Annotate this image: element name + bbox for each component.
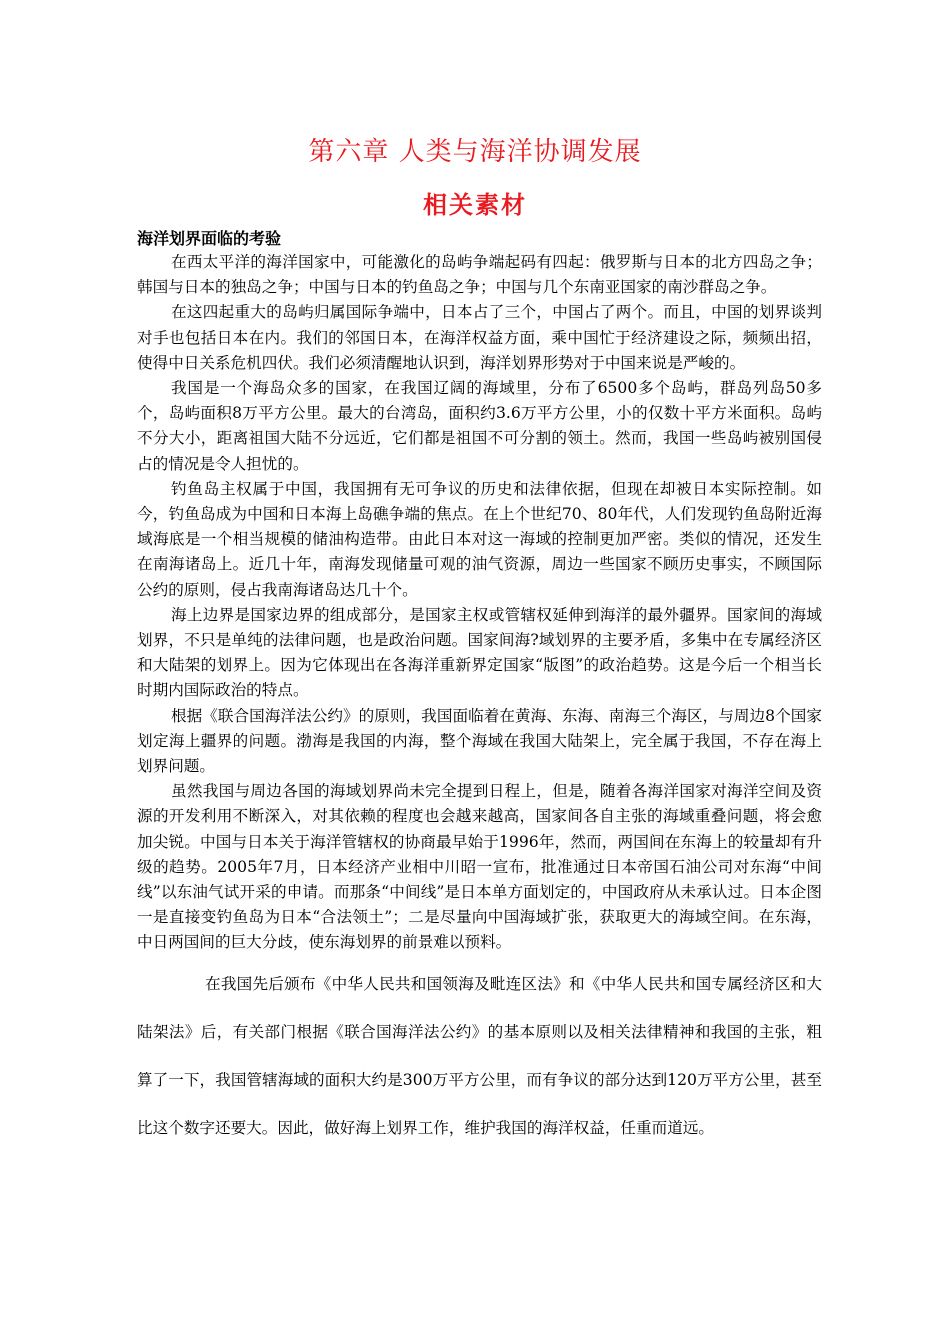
paragraph: 在西太平洋的海洋国家中，可能激化的岛屿争端起码有四起：俄罗斯与日本的北方四岛之争；韩国与日本的独岛之争；中国与日本的钓鱼岛之争；中国与几个东南亚国家的南沙群岛之争。 — [137, 253, 822, 297]
chapter-title: 第六章 人类与海洋协调发展 — [308, 137, 642, 167]
paragraph: 钓鱼岛主权属于中国，我国拥有无可争议的历史和法律依据，但现在却被日本实际控制。如今，钓鱼岛成为中国和日本海上岛礁争端的焦点。在上个世纪70、80年代，人们发现钓鱼岛附近海域海底是一个相当规模的储油构造带。由此日本对这一海域的控制更加严密。类似的情况，还发生在南海诸岛上。近几十年，南海发现储量可观的油气资源，周边一些国家不顾历史事实，不顾国际公约的原则，侵占我南海诸岛达几十个。 — [137, 479, 822, 599]
paragraph: 我国是一个海岛众多的国家，在我国辽阔的海域里，分布了6500多个岛屿，群岛列岛50多个，岛屿面积8万平方公里。最大的台湾岛，面积约3.6万平方公里，小的仅数十平方米面积。岛屿不分大小，距离祖国大陆不分远近，它们都是祖国不可分割的领土。然而，我国一些岛屿被别国侵占的情况是令人担忧的。 — [137, 379, 822, 473]
paragraph: 海上边界是国家边界的组成部分，是国家主权或管辖权延伸到海洋的最外疆界。国家间的海域划界，不只是单纯的法律问题，也是政治问题。国家间海?域划界的主要矛盾，多集中在专属经济区和大陆架的划界上。因为它体现出在各海洋重新界定国家“版图”的政治趋势。这是今后一个相当长时期内国际政治的特点。 — [137, 605, 822, 700]
paragraph: 在这四起重大的岛屿归属国际争端中，日本占了三个，中国占了两个。而且，中国的划界谈判对手也包括日本在内。我们的邻国日本，在海洋权益方面，乘中国忙于经济建设之际，频频出招，使得中日关系危机四伏。我们必须清醒地认识到，海洋划界形势对于中国来说是严峻的。 — [137, 303, 822, 372]
paragraph: 在我国先后颁布《中华人民共和国领海及毗连区法》和《中华人民共和国专属经济区和大陆架法》后，有关部门根据《联合国海洋法公约》的基本原则以及相关法律精神和我国的主张，粗算了一下，我国管辖海域的面积大约是300万平方公里，而有争议的部分达到120万平方公里，甚至比这个数字还要大。因此，做好海上划界工作，维护我国的海洋权益，任重而道远。 — [137, 974, 822, 1137]
paragraph: 根据《联合国海洋法公约》的原则，我国面临着在黄海、东海、南海三个海区，与周边8个国家划定海上疆界的问题。渤海是我国的内海，整个海域在我国大陆架上，完全属于我国，不存在海上划界问题。 — [137, 706, 822, 776]
article-body — [137, 250, 822, 1152]
paragraph: 虽然我国与周边各国的海域划界尚未完全提到日程上，但是，随着各海洋国家对海洋空间及资源的开发利用不断深入，对其依赖的程度也会越来越高，国家间各自主张的海域重叠问题，将会愈加尖锐。中国与日本关于海洋管辖权的协商最早始于1996年，然而，两国间在东海上的较量却有升级的趋势。2005年7月，日本经济产业相中川昭一宣布，批准通过日本帝国石油公司对东海“中间线”以东油气试开采的申请。而那条“中间线”是日本单方面划定的，中国政府从未承认过。日本企图一是直接变钓鱼岛为日本“合法领土”；二是尽量向中国海域扩张，获取更大的海域空间。在东海，中日两国间的巨大分歧，使东海划界的前景难以预料。 — [137, 782, 822, 952]
section-heading: 海洋划界面临的考验 — [137, 229, 282, 248]
sub-title: 相关素材 — [423, 191, 527, 219]
